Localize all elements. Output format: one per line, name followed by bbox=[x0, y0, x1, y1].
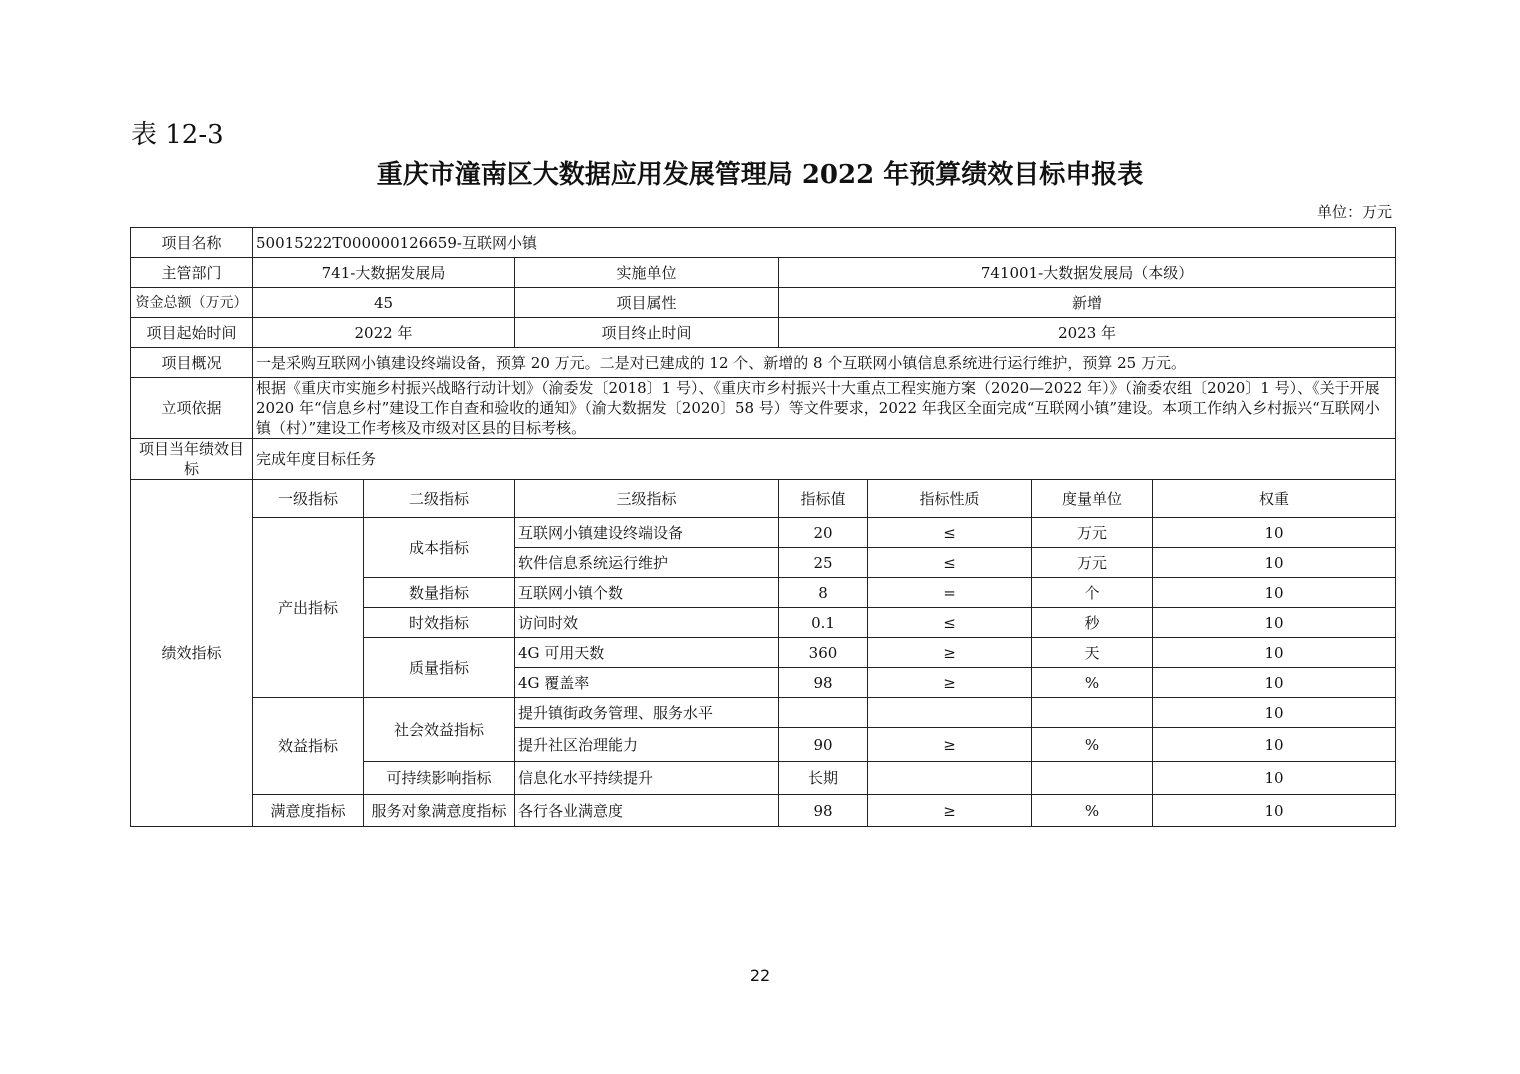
indicator-unit bbox=[1032, 698, 1153, 728]
start-value: 2022 年 bbox=[253, 318, 515, 348]
fund-value: 45 bbox=[253, 288, 515, 318]
basis-label: 立项依据 bbox=[131, 378, 253, 439]
indicator-value: 98 bbox=[779, 795, 868, 827]
indicator-weight: 10 bbox=[1153, 698, 1396, 728]
indicator-weight: 10 bbox=[1153, 728, 1396, 762]
indicator-weight: 10 bbox=[1153, 578, 1396, 608]
attr-label: 项目属性 bbox=[515, 288, 779, 318]
indicator-nature: ≤ bbox=[868, 608, 1032, 638]
indicator-weight: 10 bbox=[1153, 668, 1396, 698]
overview-label: 项目概况 bbox=[131, 348, 253, 378]
indicator-nature: ≥ bbox=[868, 728, 1032, 762]
indicator-name: 软件信息系统运行维护 bbox=[515, 548, 779, 578]
row-period bbox=[131, 318, 1396, 348]
attr-value: 新增 bbox=[779, 288, 1396, 318]
row-project-name bbox=[131, 228, 1396, 258]
impl-label: 实施单位 bbox=[515, 258, 779, 288]
indicator-value: 98 bbox=[779, 668, 868, 698]
indicator-value: 25 bbox=[779, 548, 868, 578]
dept-value: 741-大数据发展局 bbox=[253, 258, 515, 288]
indicator-value: 0.1 bbox=[779, 608, 868, 638]
indicator-weight: 10 bbox=[1153, 638, 1396, 668]
indicator-nature: ≥ bbox=[868, 668, 1032, 698]
indicator-name: 互联网小镇建设终端设备 bbox=[515, 518, 779, 548]
indicator-name: 访问时效 bbox=[515, 608, 779, 638]
overview-value: 一是采购互联网小镇建设终端设备，预算 20 万元。二是对已建成的 12 个、新增的 8 个互联网小镇信息系统进行运行维护，预算 25 万元。 bbox=[253, 348, 1396, 378]
project-name-label: 项目名称 bbox=[131, 228, 253, 258]
header-weight: 权重 bbox=[1153, 480, 1396, 518]
indicator-unit: 个 bbox=[1032, 578, 1153, 608]
indicator-unit bbox=[1032, 762, 1153, 795]
fund-label: 资金总额（万元） bbox=[131, 288, 253, 318]
header-level3: 三级指标 bbox=[515, 480, 779, 518]
level2-satisfaction: 服务对象满意度指标 bbox=[364, 795, 515, 827]
indicator-weight: 10 bbox=[1153, 548, 1396, 578]
row-basis bbox=[131, 378, 1396, 439]
header-nature: 指标性质 bbox=[868, 480, 1032, 518]
performance-target-table bbox=[130, 227, 1396, 827]
level2-timeliness: 时效指标 bbox=[364, 608, 515, 638]
indicator-value: 长期 bbox=[779, 762, 868, 795]
row-goal bbox=[131, 439, 1396, 480]
header-unit: 度量单位 bbox=[1032, 480, 1153, 518]
perf-header-row bbox=[131, 480, 1396, 518]
indicator-value: 20 bbox=[779, 518, 868, 548]
header-level2: 二级指标 bbox=[364, 480, 515, 518]
level2-cost: 成本指标 bbox=[364, 518, 515, 578]
indicator-name: 互联网小镇个数 bbox=[515, 578, 779, 608]
indicator-unit: 秒 bbox=[1032, 608, 1153, 638]
indicator-value: 360 bbox=[779, 638, 868, 668]
project-name-value: 50015222T000000126659-互联网小镇 bbox=[253, 228, 1396, 258]
level2-social: 社会效益指标 bbox=[364, 698, 515, 762]
indicator-nature: ≤ bbox=[868, 548, 1032, 578]
indicator-unit: % bbox=[1032, 668, 1153, 698]
end-value: 2023 年 bbox=[779, 318, 1396, 348]
indicator-unit: 天 bbox=[1032, 638, 1153, 668]
indicator-name: 提升镇街政务管理、服务水平 bbox=[515, 698, 779, 728]
indicator-unit: % bbox=[1032, 728, 1153, 762]
indicator-name: 4G 覆盖率 bbox=[515, 668, 779, 698]
indicator-value bbox=[779, 698, 868, 728]
table-row bbox=[131, 518, 1396, 548]
row-dept bbox=[131, 258, 1396, 288]
indicator-nature bbox=[868, 762, 1032, 795]
basis-value: 根据《重庆市实施乡村振兴战略行动计划》（渝委发〔2018〕1 号）、《重庆市乡村振兴十大重点工程实施方案（2020—2022 年）》（渝委农组〔2020〕1 号）、《关于开展 2020 年“信息乡村”建设工作自查和验收的通知》（渝大数据发〔2020〕58 号）等文件要求，2022 年我区全面完成“互联网小镇”建设。本项工作纳入乡村振兴“互联网小镇（村）”建设工作考核及市级对区县的目标考核。 bbox=[253, 378, 1396, 439]
indicator-weight: 10 bbox=[1153, 795, 1396, 827]
end-label: 项目终止时间 bbox=[515, 318, 779, 348]
indicator-weight: 10 bbox=[1153, 762, 1396, 795]
perf-section-label: 绩效指标 bbox=[131, 480, 253, 827]
impl-value: 741001-大数据发展局（本级） bbox=[779, 258, 1396, 288]
goal-value: 完成年度目标任务 bbox=[253, 439, 1396, 480]
header-value: 指标值 bbox=[779, 480, 868, 518]
level1-benefit: 效益指标 bbox=[253, 698, 364, 795]
level2-quantity: 数量指标 bbox=[364, 578, 515, 608]
table-row bbox=[131, 698, 1396, 728]
header-level1: 一级指标 bbox=[253, 480, 364, 518]
start-label: 项目起始时间 bbox=[131, 318, 253, 348]
indicator-name: 提升社区治理能力 bbox=[515, 728, 779, 762]
indicator-name: 各行各业满意度 bbox=[515, 795, 779, 827]
level1-satisfaction: 满意度指标 bbox=[253, 795, 364, 827]
level2-sustainable: 可持续影响指标 bbox=[364, 762, 515, 795]
table-row bbox=[131, 795, 1396, 827]
indicator-unit: 万元 bbox=[1032, 518, 1153, 548]
indicator-name: 4G 可用天数 bbox=[515, 638, 779, 668]
page-number: 22 bbox=[749, 966, 771, 985]
table-label: 表 12-3 bbox=[131, 120, 224, 150]
document-title: 重庆市潼南区大数据应用发展管理局 2022 年预算绩效目标申报表 bbox=[376, 160, 1144, 190]
goal-label: 项目当年绩效目标 bbox=[131, 439, 253, 480]
unit-note: 单位：万元 bbox=[1316, 203, 1392, 221]
indicator-nature: = bbox=[868, 578, 1032, 608]
level2-quality: 质量指标 bbox=[364, 638, 515, 698]
indicator-weight: 10 bbox=[1153, 608, 1396, 638]
level1-output: 产出指标 bbox=[253, 518, 364, 698]
row-overview bbox=[131, 348, 1396, 378]
row-fund bbox=[131, 288, 1396, 318]
indicator-unit: 万元 bbox=[1032, 548, 1153, 578]
indicator-nature: ≥ bbox=[868, 795, 1032, 827]
indicator-unit: % bbox=[1032, 795, 1153, 827]
indicator-nature: ≤ bbox=[868, 518, 1032, 548]
indicator-nature bbox=[868, 698, 1032, 728]
indicator-weight: 10 bbox=[1153, 518, 1396, 548]
dept-label: 主管部门 bbox=[131, 258, 253, 288]
indicator-name: 信息化水平持续提升 bbox=[515, 762, 779, 795]
indicator-value: 90 bbox=[779, 728, 868, 762]
indicator-value: 8 bbox=[779, 578, 868, 608]
indicator-nature: ≥ bbox=[868, 638, 1032, 668]
